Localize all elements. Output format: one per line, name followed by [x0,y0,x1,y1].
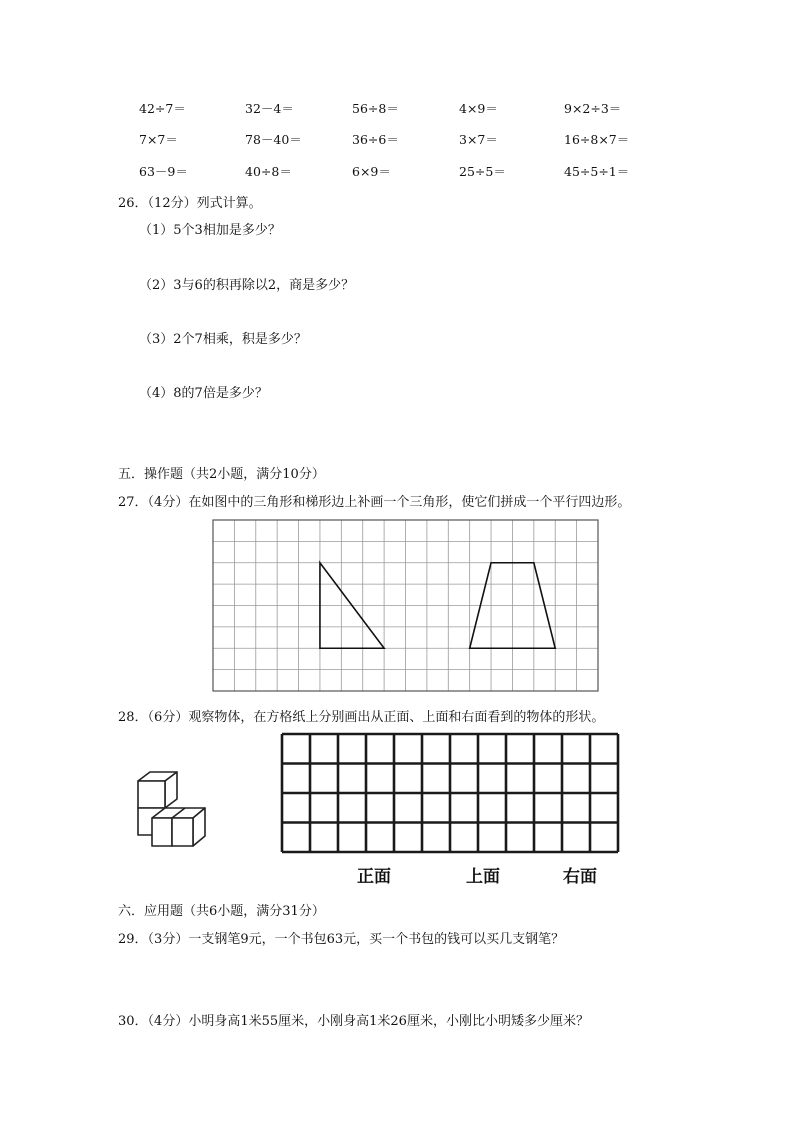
calc-item: 36÷6＝ [352,132,399,147]
question-26-item: （1）5个3相加是多少？ [139,223,281,238]
calc-item: 16÷8×7＝ [564,132,630,147]
calc-item: 42÷7＝ [139,101,186,116]
calc-item: 25÷5＝ [459,164,506,179]
calc-item: 40÷8＝ [245,164,292,179]
calc-item: 4×9＝ [459,101,498,116]
section-5-heading: 五．操作题（共2小题，满分10分） [118,467,325,482]
calc-item: 78－40＝ [245,132,302,147]
section-6-heading: 六．应用题（共6小题，满分31分） [118,904,325,919]
question-26-item: （2）3与6的积再除以2，商是多少？ [139,278,355,293]
question-27-title: 27．（4分）在如图中的三角形和梯形边上补画一个三角形，使它们拼成一个平行四边形。 [118,495,631,510]
calc-item: 6×9＝ [352,164,391,179]
label-front-view: 正面 [357,867,391,887]
calc-item: 45÷5÷1＝ [564,164,630,179]
calc-item: 7×7＝ [139,132,178,147]
calc-item: 32－4＝ [245,101,294,116]
label-top-view: 上面 [466,867,500,887]
label-right-view: 右面 [563,867,597,887]
question-26-title: 26．（12分）列式计算。 [118,196,262,211]
question-29: 29．（3分）一支钢笔9元，一个书包63元，买一个书包的钱可以买几支钢笔？ [118,932,565,947]
calc-item: 3×7＝ [459,132,498,147]
calc-item: 9×2÷3＝ [564,101,622,116]
calc-item: 63－9＝ [139,164,188,179]
question-26-item: （4）8的7倍是多少？ [139,386,268,401]
question-26-item: （3）2个7相乘，积是多少？ [139,332,307,347]
question-30: 30．（4分）小明身高1米55厘米，小刚身高1米26厘米，小刚比小明矮多少厘米？ [118,1014,589,1029]
question-28-title: 28．（6分）观察物体，在方格纸上分别画出从正面、上面和右面看到的物体的形状。 [118,710,605,725]
calc-item: 56÷8＝ [352,101,399,116]
